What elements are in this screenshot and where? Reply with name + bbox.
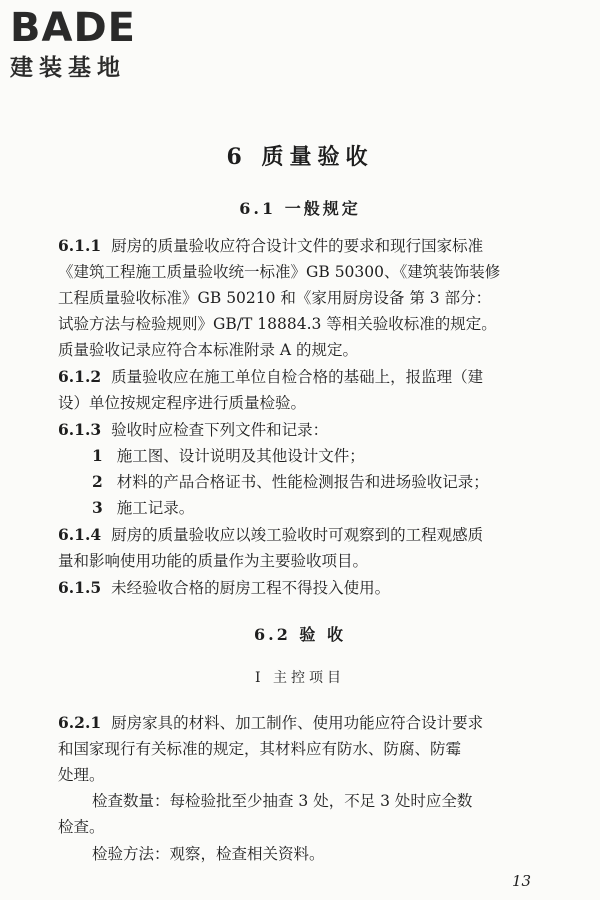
clause-6-1-3-line [58, 420, 328, 440]
section-6-1-heading: 6.1 一般规定 [239, 199, 361, 218]
clause-6-1-1-line [58, 236, 483, 256]
list-item-text: 材料的产品合格证书、性能检测报告和进场验收记录； [116, 473, 489, 491]
list-item-number: 3 [92, 498, 103, 517]
list-item [92, 498, 194, 518]
list-item-text: 施工记录。 [116, 499, 195, 517]
list-item [92, 472, 489, 492]
clause-6-1-2-line [58, 367, 483, 387]
clause-text: 厨房的质量验收应符合设计文件的要求和现行国家标准 [111, 237, 484, 255]
clause-text: 质量验收应在施工单位自检合格的基础上，报监理（建 [111, 368, 484, 386]
clause-text: 厨房家具的材料、加工制作、使用功能应符合设计要求 [111, 714, 484, 732]
section-6-2-heading: 6.2 验 收 [254, 625, 346, 644]
clause-number: 6.1.3 [58, 420, 102, 439]
logo-subtitle: 建装基地 [10, 55, 126, 81]
logo-brand: BADE [10, 5, 136, 51]
clause-number: 6.1.5 [58, 578, 102, 597]
clause-line: 试验方法与检验规则》GB/T 18884.3 等相关验收标准的规定。 [58, 315, 497, 333]
clause-number: 6.1.1 [58, 236, 102, 255]
clause-6-1-5-line [58, 578, 390, 598]
clause-6-2-1-line [58, 713, 483, 733]
clause-text: 未经验收合格的厨房工程不得投入使用。 [111, 579, 391, 597]
clause-text: 厨房的质量验收应以竣工验收时可观察到的工程观感质 [111, 526, 484, 544]
clause-line: 和国家现行有关标准的规定，其材料应有防水、防腐、防霉 [58, 740, 462, 758]
brand-logo [10, 6, 180, 82]
clause-line: 量和影响使用功能的质量作为主要验收项目。 [58, 552, 369, 570]
list-item-number: 2 [92, 472, 103, 491]
clause-number: 6.2.1 [58, 713, 102, 732]
clause-line: 质量验收记录应符合本标准附录 A 的规定。 [58, 341, 359, 359]
subsection-heading: Ⅰ 主控项目 [255, 670, 345, 686]
inspection-quantity-cont: 检查。 [58, 818, 105, 836]
inspection-quantity: 检查数量：每检验批至少抽查 3 处，不足 3 处时应全数 [92, 792, 473, 810]
clause-line: 《建筑工程施工质量验收统一标准》GB 50300、《建筑装饰装修 [58, 263, 501, 281]
list-item-number: 1 [92, 446, 103, 465]
clause-text: 验收时应检查下列文件和记录： [111, 421, 329, 439]
clause-line: 处理。 [58, 766, 105, 784]
clause-line: 工程质量验收标准》GB 50210 和《家用厨房设备 第 3 部分： [58, 289, 492, 307]
list-item-text: 施工图、设计说明及其他设计文件； [116, 447, 365, 465]
clause-number: 6.1.2 [58, 367, 102, 386]
clause-6-1-4-line [58, 525, 483, 545]
page-number: 13 [512, 872, 532, 890]
clause-number: 6.1.4 [58, 525, 102, 544]
inspection-method: 检验方法：观察，检查相关资料。 [92, 845, 325, 863]
clause-line: 设）单位按规定程序进行质量检验。 [58, 394, 307, 412]
chapter-title: 6 质量验收 [226, 144, 374, 170]
list-item [92, 446, 365, 466]
